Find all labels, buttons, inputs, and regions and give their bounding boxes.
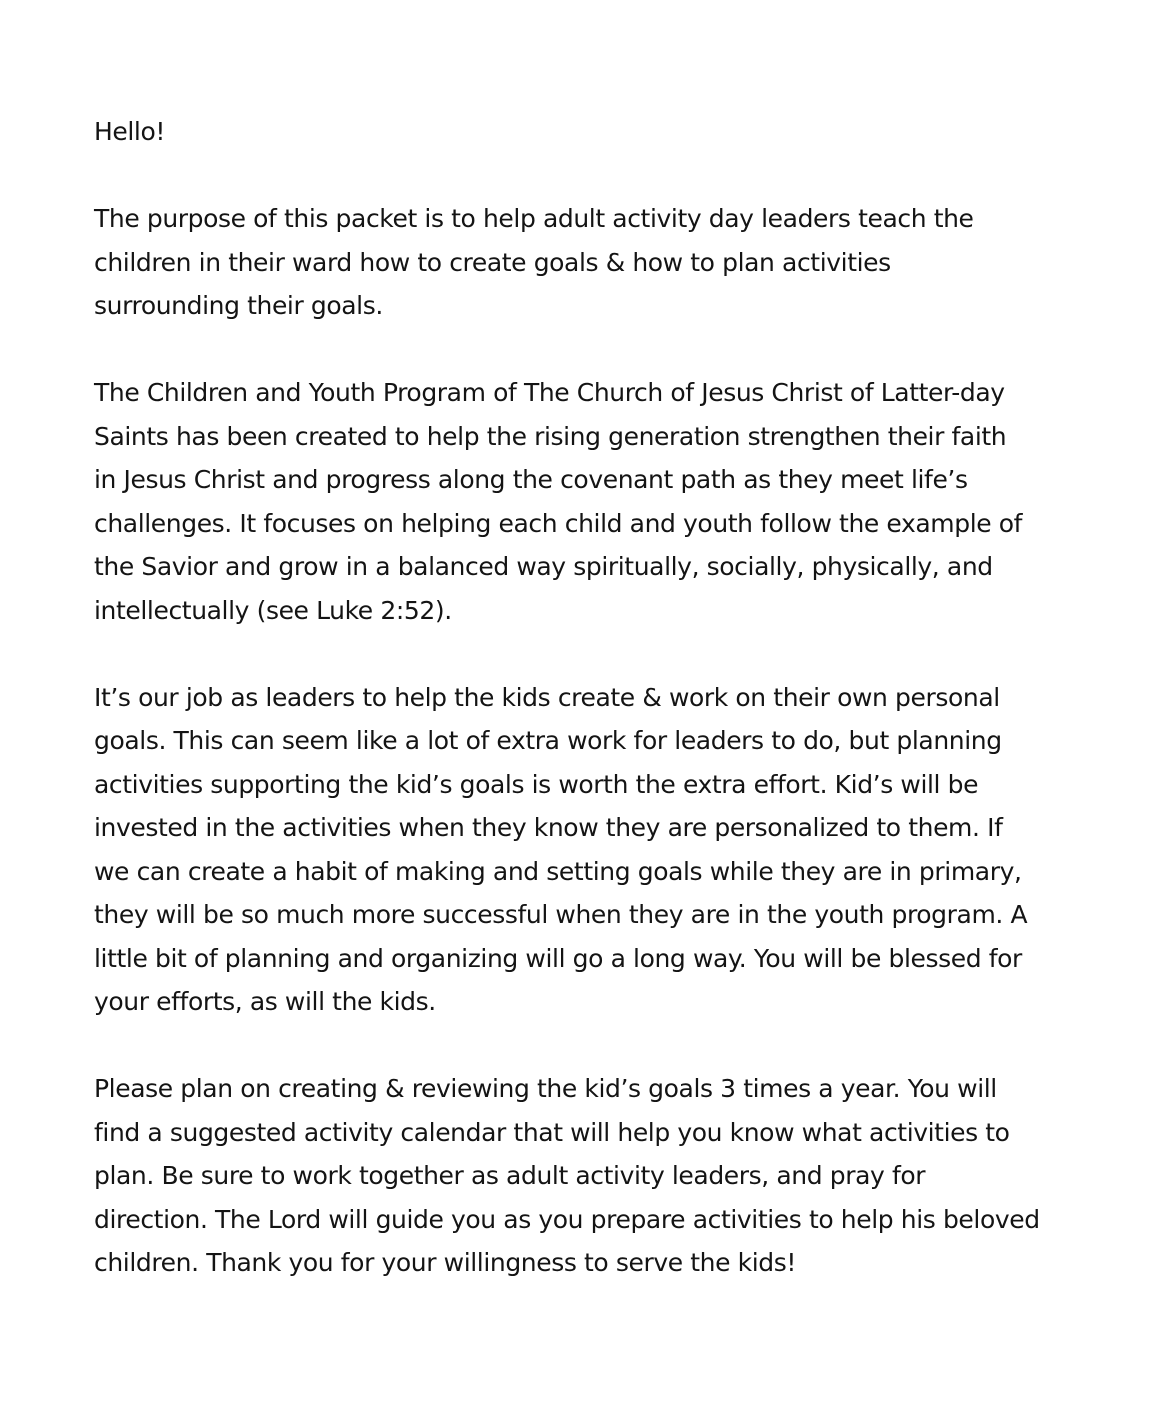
- text-line: your efforts, as will the kids.: [94, 987, 436, 1016]
- text-line: they will be so much more successful when they are in the youth program. A: [94, 900, 1028, 929]
- text-line: we can create a habit of making and setting goals while they are in primary,: [94, 856, 1022, 886]
- text-line: direction. The Lord will guide you as you prepare activities to help his beloved: [94, 1204, 1040, 1234]
- paragraph-purpose: [94, 197, 1063, 328]
- text-line: Please plan on creating & reviewing the kid’s goals 3 times a year. You will: [94, 1074, 997, 1103]
- text-line: intellectually (see Luke 2:52).: [94, 595, 452, 625]
- text-line: the Savior and grow in a balanced way spiritually, socially, physically, and: [94, 552, 993, 581]
- greeting: Hello!: [94, 117, 165, 146]
- text-line: goals. This can seem like a lot of extra work for leaders to do, but planning: [94, 726, 1002, 755]
- paragraph-program: [94, 371, 1063, 632]
- paragraph-spacer: [94, 154, 1063, 198]
- text-line: children in their ward how to create goals & how to plan activities: [94, 247, 891, 277]
- text-line: plan. Be sure to work together as adult activity leaders, and pray for: [94, 1161, 926, 1190]
- paragraph-spacer: [94, 632, 1063, 676]
- text-line: children. Thank you for your willingness to serve the kids!: [94, 1248, 796, 1277]
- text-line: challenges. It focuses on helping each child and youth follow the example of: [94, 508, 1023, 538]
- text-line: surrounding their goals.: [94, 291, 383, 320]
- text-line: activities supporting the kid’s goals is worth the extra effort. Kid’s will be: [94, 769, 979, 799]
- text-line: find a suggested activity calendar that will help you know what activities to: [94, 1117, 1010, 1147]
- text-line: in Jesus Christ and progress along the covenant path as they meet life’s: [94, 465, 968, 494]
- text-line: The purpose of this packet is to help adult activity day leaders teach the: [94, 204, 974, 233]
- text-line: Saints has been created to help the rising generation strengthen their faith: [94, 421, 1007, 451]
- text-line: little bit of planning and organizing will go a long way. You will be blessed for: [94, 943, 1022, 973]
- paragraph-spacer: [94, 328, 1063, 372]
- text-line: invested in the activities when they know they are personalized to them. If: [94, 813, 1003, 842]
- paragraph-plan: [94, 1067, 1063, 1285]
- text-line: It’s our job as leaders to help the kids create & work on their own personal: [94, 682, 1000, 712]
- paragraph-leaders-job: [94, 676, 1063, 1024]
- paragraph-spacer: [94, 1024, 1063, 1068]
- text-line: The Children and Youth Program of The Church of Jesus Christ of Latter-day: [94, 378, 1005, 407]
